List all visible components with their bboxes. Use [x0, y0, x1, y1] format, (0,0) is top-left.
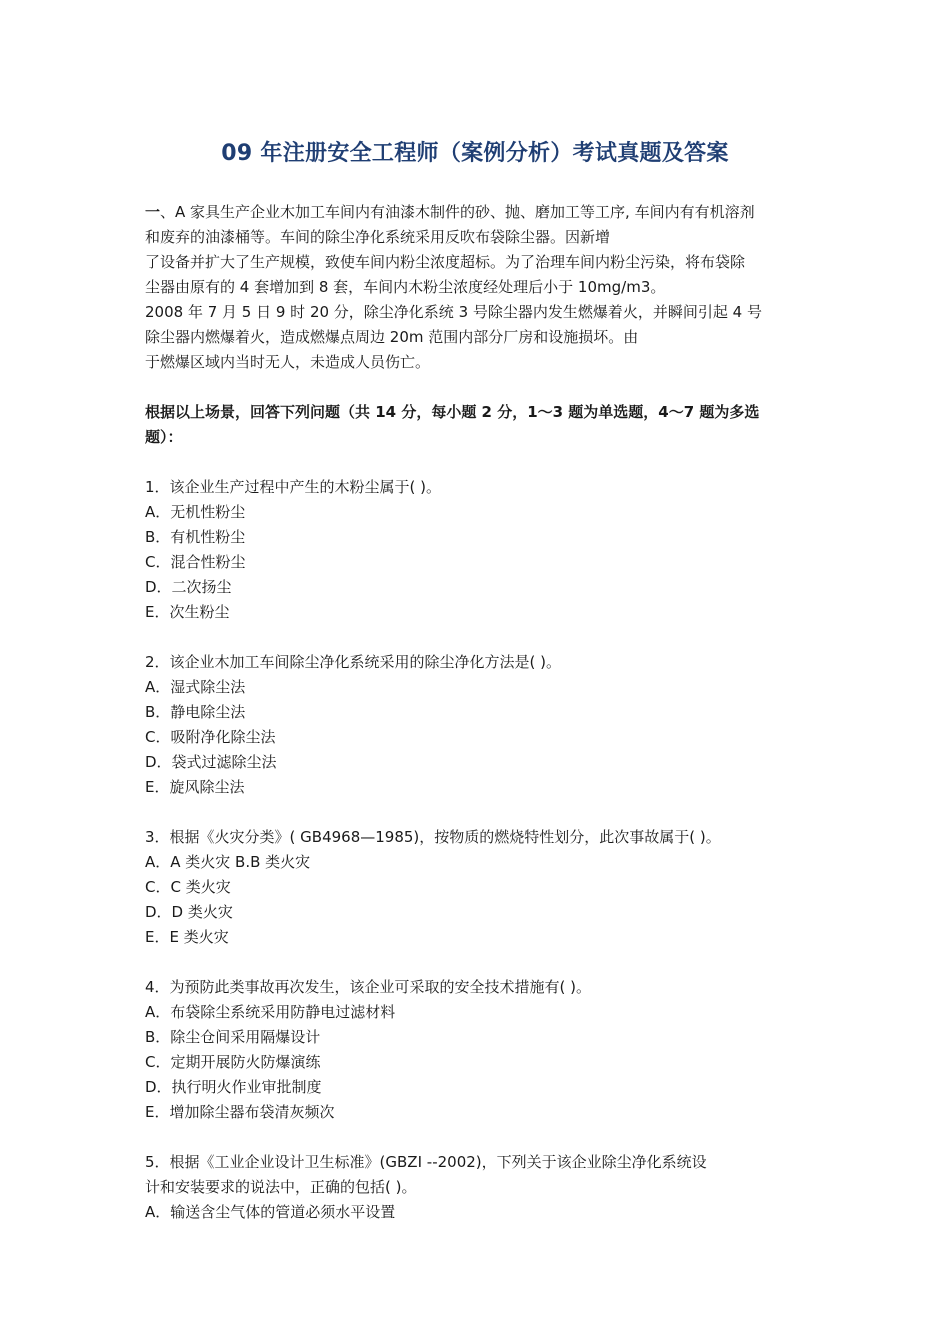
question-2 [145, 650, 815, 800]
option-d: D．执行明火作业审批制度 [145, 1078, 322, 1096]
option-c: C．C 类火灾 [145, 878, 231, 896]
scenario-line: 于燃爆区域内当时无人，未造成人员伤亡。 [145, 353, 431, 371]
scenario-line: 除尘器内燃爆着火，造成燃爆点周边 20m 范围内部分厂房和设施损坏。由 [145, 328, 639, 346]
option-ab: A．A 类火灾 B.B 类火灾 [145, 853, 311, 871]
option-d: D．二次扬尘 [145, 578, 232, 596]
question-stem: 3．根据《火灾分类》( GB4968—1985)，按物质的燃烧特性划分，此次事故属于( )。 [145, 828, 721, 846]
scenario-line: 了设备并扩大了生产规模，致使车间内粉尘浓度超标。为了治理车间内粉尘污染，将布袋除 [145, 253, 746, 271]
option-b: B．除尘仓间采用隔爆设计 [145, 1028, 321, 1046]
option-e: E．旋风除尘法 [145, 778, 245, 796]
option-c: C．定期开展防火防爆演练 [145, 1053, 321, 1071]
option-c: C．吸附净化除尘法 [145, 728, 276, 746]
option-e: E．次生粉尘 [145, 603, 230, 621]
scenario-line: 和废弃的油漆桶等。车间的除尘净化系统采用反吹布袋除尘器。因新增 [145, 228, 611, 246]
instruction-line: 根据以上场景，回答下列问题（共 14 分，每小题 2 分，1～3 题为单选题，4～7 题为多选 [145, 403, 760, 421]
option-a: A．输送含尘气体的管道必须水平设置 [145, 1203, 396, 1221]
scenario-line: 尘器由原有的 4 套增加到 8 套，车间内木粉尘浓度经处理后小于 10mg/m3。 [145, 278, 666, 296]
scenario-line: 2008 年 7 月 5 日 9 时 20 分，除尘净化系统 3 号除尘器内发生燃爆着火，并瞬间引起 4 号 [145, 303, 762, 321]
option-d: D．袋式过滤除尘法 [145, 753, 277, 771]
document-body [145, 200, 815, 1225]
document-title: 09 年注册安全工程师（案例分析）考试真题及答案 [221, 141, 729, 166]
option-a: A．无机性粉尘 [145, 503, 246, 521]
question-3 [145, 825, 815, 950]
question-4 [145, 975, 815, 1125]
option-d: D．D 类火灾 [145, 903, 233, 921]
instruction-paragraph [145, 400, 815, 450]
scenario-text: 、A 家具生产企业木加工车间内有油漆木制件的砂、抛、磨加工等工序, 车间内有有机溶剂 [160, 203, 755, 221]
option-b: B．静电除尘法 [145, 703, 246, 721]
question-5 [145, 1150, 815, 1225]
option-a: A．湿式除尘法 [145, 678, 246, 696]
option-e: E．增加除尘器布袋清灰频次 [145, 1103, 335, 1121]
scenario-line [145, 200, 815, 225]
option-e: E．E 类火灾 [145, 928, 229, 946]
question-stem: 1．该企业生产过程中产生的木粉尘属于( )。 [145, 478, 442, 496]
question-stem: 4．为预防此类事故再次发生，该企业可采取的安全技术措施有( )。 [145, 978, 592, 996]
instruction-line: 题）： [145, 428, 183, 446]
question-stem: 计和安装要求的说法中，正确的包括( )。 [145, 1178, 417, 1196]
question-1 [145, 475, 815, 625]
question-stem: 5．根据《工业企业设计卫生标准》(GBZI --2002)，下列关于该企业除尘净化系统设 [145, 1153, 707, 1171]
scenario-paragraph [145, 200, 815, 375]
option-b: B．有机性粉尘 [145, 528, 246, 546]
question-stem: 2．该企业木加工车间除尘净化系统采用的除尘净化方法是( )。 [145, 653, 562, 671]
option-a: A．布袋除尘系统采用防静电过滤材料 [145, 1003, 396, 1021]
option-c: C．混合性粉尘 [145, 553, 246, 571]
scenario-lead: 一 [145, 203, 161, 221]
